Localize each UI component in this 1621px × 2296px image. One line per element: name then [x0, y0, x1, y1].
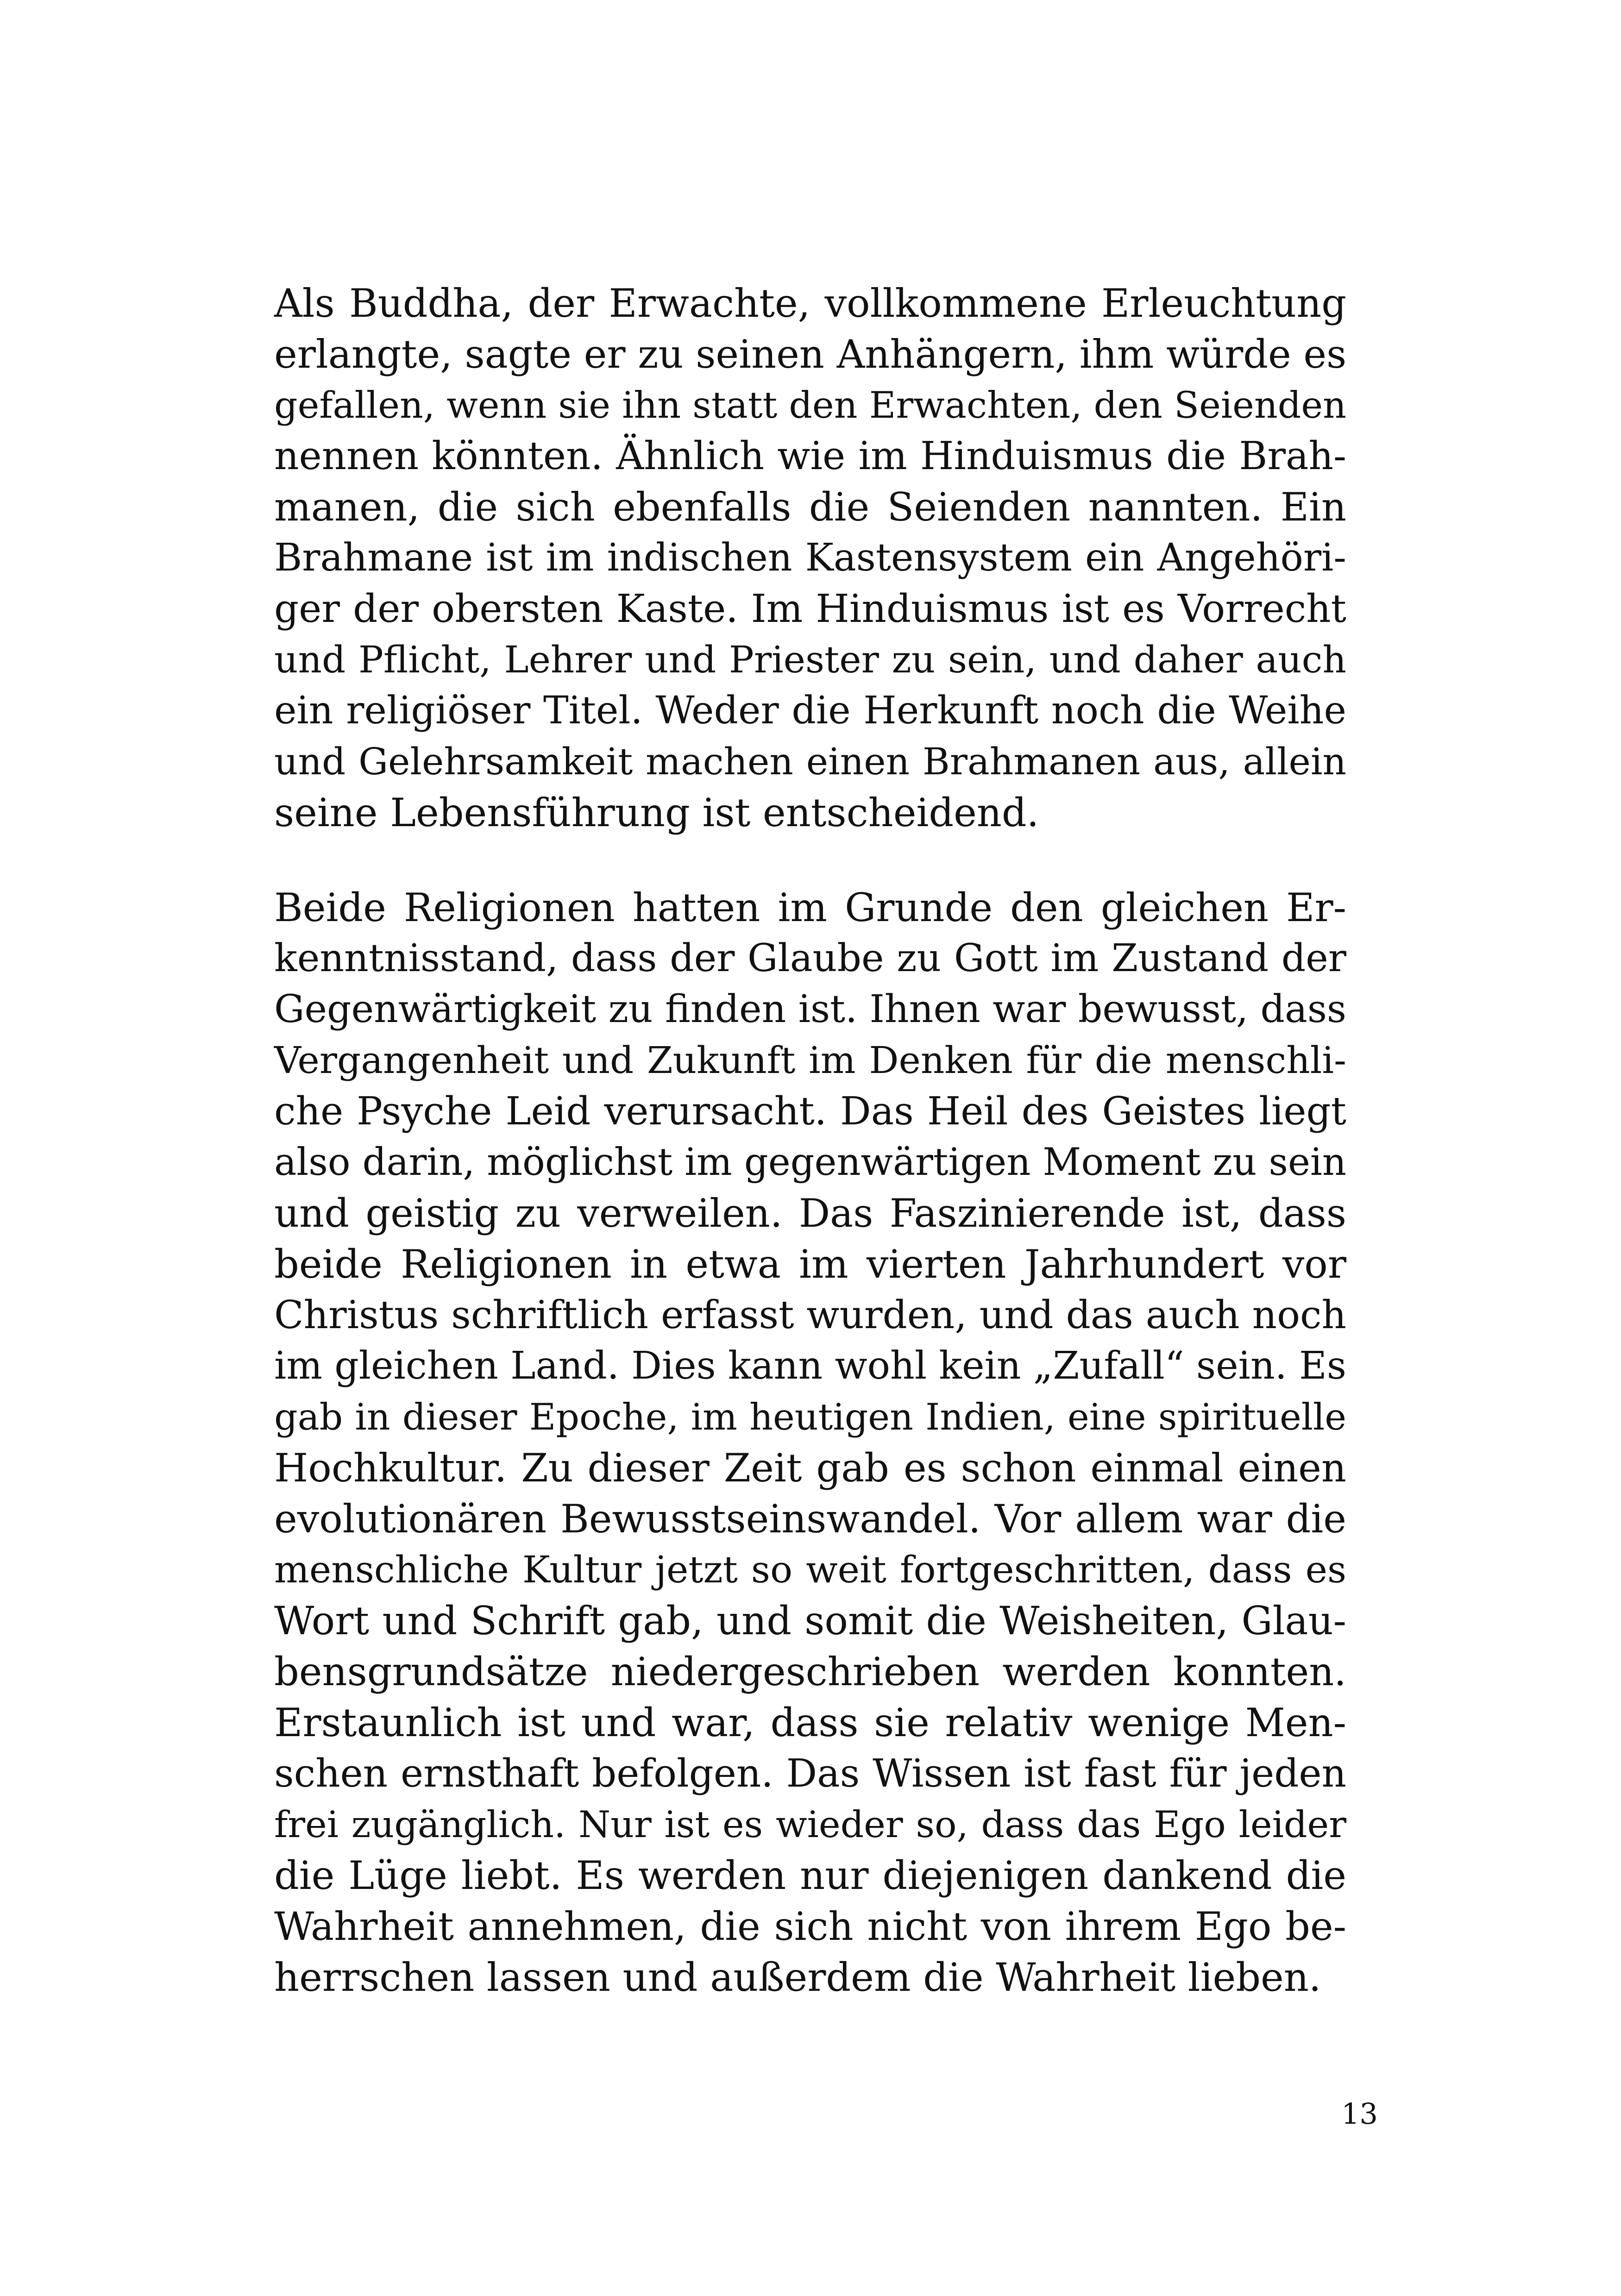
text-line: gefallen, wenn sie ihn statt den Erwachten, den Seienden	[274, 384, 1346, 427]
text-line: Beide Religionen hatten im Grunde den gleichen Er-	[274, 885, 1346, 930]
text-line: also darin, möglichst im gegenwärtigen Moment zu sein	[274, 1141, 1346, 1184]
text-line: kenntnisstand, dass der Glaube zu Gott im Zustand der	[274, 936, 1346, 980]
text-line: gab in dieser Epoche, im heutigen Indien, eine spirituelle	[274, 1396, 1346, 1438]
paragraph-2	[274, 882, 1346, 2003]
text-line: ger der obersten Kaste. Im Hinduismus ist es Vorrecht	[274, 586, 1346, 631]
text-line: schen ernsthaft befolgen. Das Wissen ist fast für jeden	[274, 1751, 1346, 1796]
text-line: Als Buddha, der Erwachte, vollkommene Erleuchtung	[274, 281, 1346, 326]
text-line: frei zugänglich. Nur ist es wieder so, dass das Ego leider	[274, 1803, 1346, 1846]
text-line: Erstaunlich ist und war, dass sie relativ wenige Men-	[274, 1700, 1346, 1745]
text-line: Brahmane ist im indischen Kastensystem ein Angehöri-	[274, 536, 1346, 580]
text-line: erlangte, sagte er zu seinen Anhängern, ihm würde es	[274, 332, 1347, 377]
text-line: Hochkultur. Zu dieser Zeit gab es schon einmal einen	[274, 1445, 1346, 1491]
text-line: Gegenwärtigkeit zu finden ist. Ihnen war bewusst, dass	[274, 987, 1346, 1031]
text-line: beide Religionen in etwa im vierten Jahrhundert vor	[274, 1242, 1346, 1287]
text-line: und Gelehrsamkeit machen einen Brahmanen aus, allein	[274, 740, 1346, 783]
text-line: che Psyche Leid verursacht. Das Heil des Geistes liegt	[274, 1089, 1346, 1134]
text-line: die Lüge liebt. Es werden nur diejenigen dankend die	[274, 1853, 1346, 1898]
text-line: evolutionären Bewusstseinswandel. Vor allem war die	[274, 1496, 1346, 1542]
text-line: menschliche Kultur jetzt so weit fortgeschritten, dass es	[274, 1548, 1346, 1591]
text-line: Wort und Schrift gab, und somit die Weisheiten, Glau-	[274, 1598, 1346, 1644]
text-line: im gleichen Land. Dies kann wohl kein „Zufall“ sein. Es	[274, 1344, 1346, 1388]
text-line: herrschen lassen und außerdem die Wahrheit lieben.	[274, 1955, 1321, 2000]
text-line: und geistig zu verweilen. Das Faszinierende ist, dass	[274, 1191, 1346, 1236]
text-line: bensgrundsätze niedergeschrieben werden konnten.	[274, 1649, 1346, 1694]
page-number: 13	[1341, 2097, 1378, 2131]
text-line: seine Lebensführung ist entscheidend.	[274, 790, 1039, 835]
text-line: ein religiöser Titel. Weder die Herkunft noch die Weihe	[274, 689, 1346, 733]
text-line: Vergangenheit und Zukunft im Denken für die menschli-	[274, 1039, 1346, 1082]
paragraph-1	[274, 278, 1346, 838]
text-line: manen, die sich ebenfalls die Seienden nannten. Ein	[274, 484, 1346, 530]
text-line: nennen könnten. Ähnlich wie im Hinduismus die Brah-	[274, 433, 1346, 478]
text-line: und Pflicht, Lehrer und Priester zu sein, und daher auch	[274, 638, 1346, 681]
text-line: Wahrheit annehmen, die sich nicht von ihrem Ego be-	[274, 1904, 1346, 1949]
text-line: Christus schriftlich erfasst wurden, und das auch noch	[274, 1292, 1346, 1337]
